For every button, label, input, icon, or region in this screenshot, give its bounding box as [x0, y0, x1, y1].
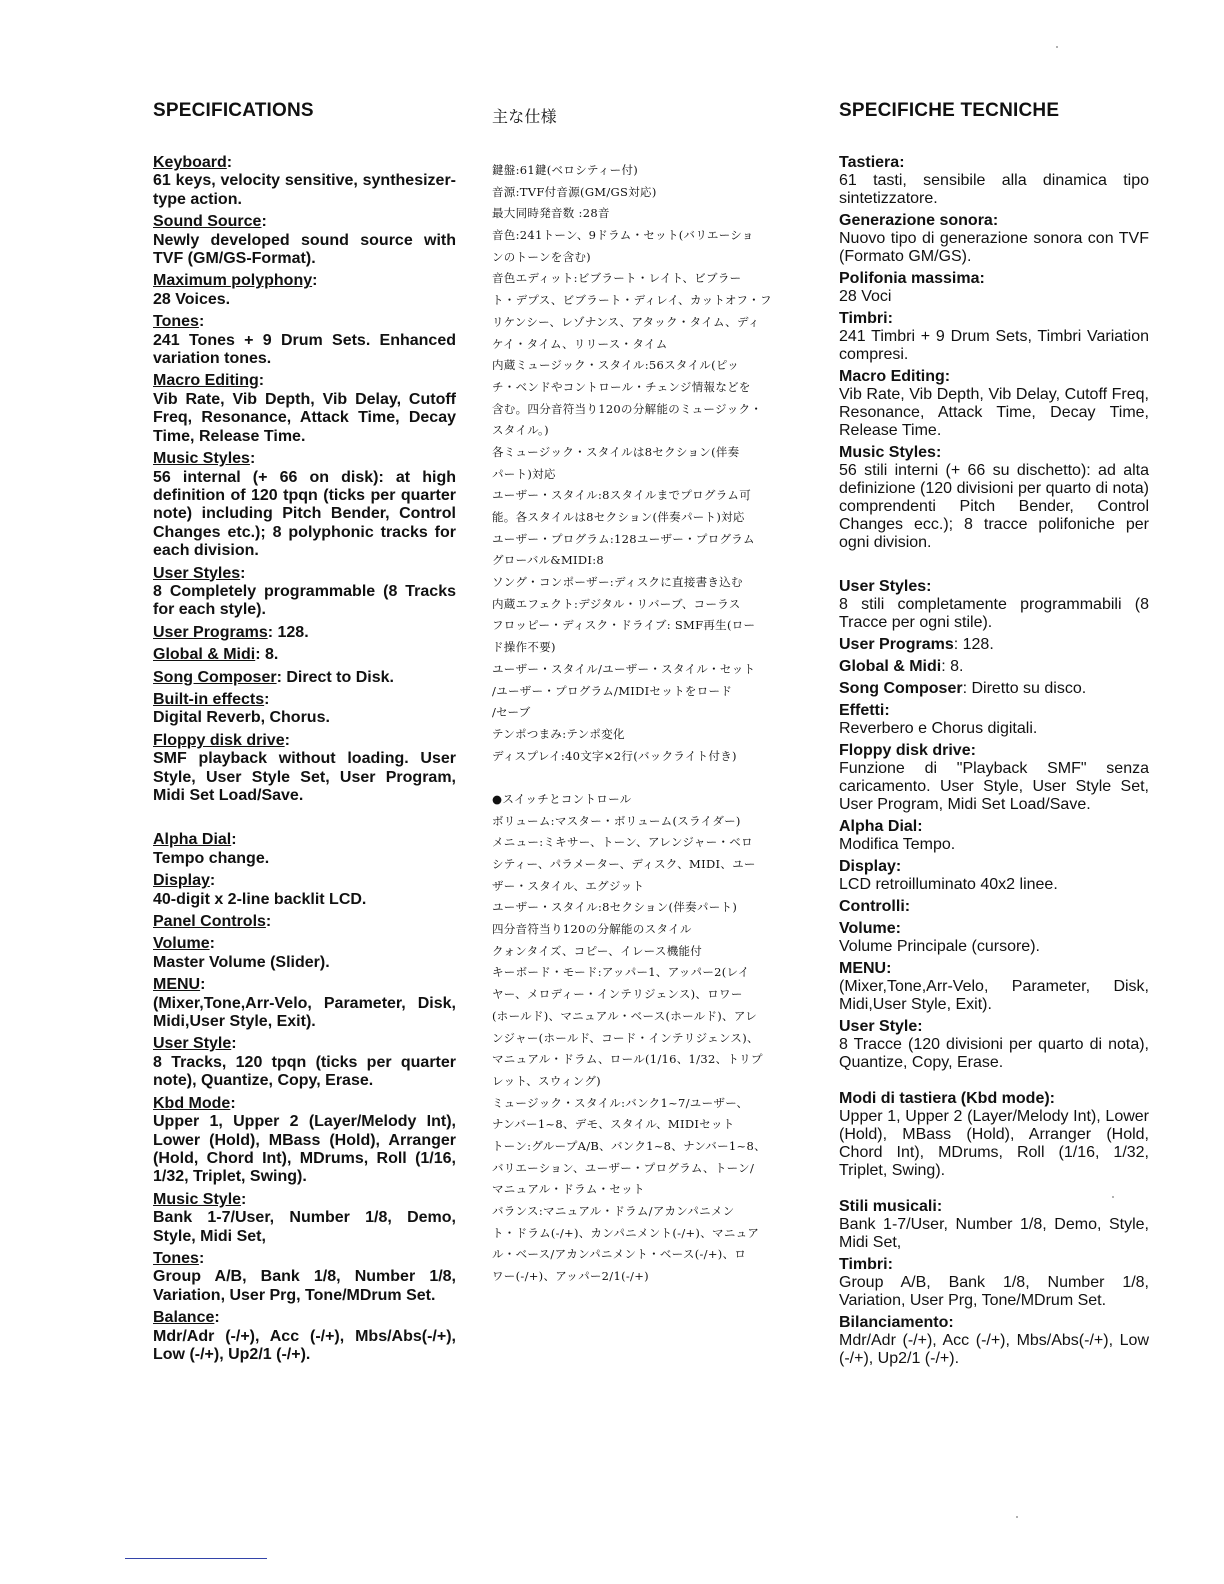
heading-colon: :	[992, 212, 999, 229]
spec-body: (Mixer,Tone,Arr-Velo, Parameter, Disk, Midi,User Style, Exit).	[839, 978, 1149, 1013]
italian-column	[839, 100, 1149, 1372]
italian-sections	[839, 154, 1149, 1368]
japanese-spec-line: ユーザー・プログラム:128ユーザー・プログラム	[492, 531, 755, 546]
heading-colon: :	[953, 636, 959, 653]
spec-heading: MENU	[839, 960, 887, 977]
spec-section-tones	[153, 313, 456, 368]
japanese-spec-line: /ユーザー・プログラム/MIDIセットをロード	[492, 683, 733, 698]
japanese-spec-line: /セーブ	[492, 705, 531, 720]
japanese-spec-line: 音色:241トーン、9ドラム・セット(バリエーショ	[492, 228, 754, 243]
spec-section-bilanciamento	[839, 1314, 1149, 1368]
scan-speck	[1112, 1196, 1114, 1198]
heading-colon: :	[258, 372, 265, 390]
japanese-column	[492, 100, 807, 1288]
spec-section-music-styles	[153, 450, 456, 560]
spec-body: Nuovo tipo di generazione sonora con TVF (Formato GM/GS).	[839, 230, 1149, 265]
spec-inline-line	[153, 646, 456, 664]
spec-section-user-styles	[153, 565, 456, 620]
japanese-spec-line: スタイル。)	[492, 423, 549, 438]
japanese-spec-line: メニュー:ミキサー、トーン、アレンジャー・ベロ	[492, 835, 753, 850]
japanese-spec-line: テンポつまみ:テンポ変化	[492, 726, 625, 741]
japanese-spec-line: リケンシー、レゾナンス、アタック・タイム、ディ	[492, 314, 760, 329]
spec-section-user-style	[153, 1035, 456, 1090]
spec-heading: Music Styles	[839, 444, 936, 461]
english-column	[153, 100, 456, 1368]
spec-value: 8.	[950, 658, 964, 675]
japanese-spec-line: ユーザー・スタイル:8スタイルまでプログラム可	[492, 488, 752, 503]
spec-heading: Kbd Mode	[153, 1094, 231, 1112]
spec-body: 8 Completely programmable (8 Tracks for each style).	[153, 582, 456, 619]
spec-heading: Polifonia massima	[839, 270, 980, 287]
heading-colon: :	[249, 450, 256, 468]
spec-section-polifonia-massima	[839, 270, 1149, 306]
spec-section-kbd-mode	[153, 1095, 456, 1187]
heading-colon: :	[979, 270, 985, 287]
spec-inline-line	[839, 636, 1149, 654]
spec-body: 28 Voci	[839, 288, 892, 305]
english-title: SPECIFICATIONS	[153, 100, 314, 121]
japanese-spec-line: 各ミュージック・スタイルは8セクション(伴奏	[492, 444, 740, 459]
spec-body: (Mixer,Tone,Arr-Velo, Parameter, Disk, Midi,User Style, Exit).	[153, 994, 456, 1031]
spec-heading: Music Style	[153, 1190, 242, 1208]
spec-value: 128.	[277, 623, 309, 641]
spec-heading: Bilanciamento	[839, 1314, 949, 1331]
spec-heading: Keyboard	[153, 154, 227, 171]
spec-section-user-programs	[839, 636, 1149, 654]
spec-heading: Tastiera	[839, 154, 900, 171]
spec-heading: Controlli	[839, 898, 905, 915]
japanese-spec-line: ミュージック・スタイル:バンク1~7/ユーザー、	[492, 1095, 749, 1110]
japanese-spec-line: シティー、パラメーター、ディスク、MIDI、ユー	[492, 857, 756, 871]
heading-colon: :	[941, 658, 946, 675]
spec-section-alpha-dial	[839, 818, 1149, 854]
heading-colon: :	[265, 913, 272, 931]
spec-body: Funzione di "Playback SMF" senza caricamento. User Style, User Style Set, User Program, Midi Set Load/Save.	[839, 760, 1149, 813]
spec-heading: User Styles	[153, 564, 241, 582]
heading-colon: :	[962, 680, 968, 697]
heading-colon: :	[895, 858, 902, 875]
heading-colon: :	[899, 154, 905, 171]
spec-heading: Macro Editing	[153, 372, 259, 390]
spec-body: Mdr/Adr (-/+), Acc (-/+), Mbs/Abs(-/+), Low (-/+), Up2/1 (-/+).	[839, 1332, 1149, 1367]
spec-heading: Alpha Dial	[839, 818, 918, 835]
heading-colon: :	[198, 313, 205, 331]
spec-heading-line	[153, 372, 456, 390]
scan-speck	[1016, 1516, 1018, 1518]
heading-colon: :	[917, 818, 923, 835]
spec-section-music-style	[153, 1191, 456, 1246]
spec-value: 128.	[962, 636, 994, 653]
spec-heading-line	[153, 831, 456, 849]
japanese-spec-line: ユーザー・スタイル:8セクション(伴奏パート)	[492, 900, 738, 915]
spec-heading-line	[153, 1095, 456, 1113]
heading-colon: :	[231, 1035, 237, 1053]
spec-heading: Display	[153, 872, 210, 890]
spec-body: 8 stili completamente programmabili (8 Tracce per ogni stile).	[839, 596, 1149, 631]
spec-heading: Modi di tastiera (Kbd mode)	[839, 1090, 1050, 1107]
spec-section-tastiera	[839, 154, 1149, 208]
spec-section-timbri	[839, 1256, 1149, 1310]
spec-section-modi-di-tastiera-kbd-mode	[839, 1090, 1149, 1180]
spec-body: Newly developed sound source with TVF (GM/GS-Format).	[153, 231, 456, 268]
japanese-spec-line: フロッピー・ディスク・ドライブ: SMF再生(ロー	[492, 618, 756, 633]
heading-colon: :	[284, 731, 290, 749]
heading-colon: :	[948, 1314, 954, 1331]
spec-heading: Floppy disk drive	[839, 742, 971, 759]
spec-inline-line	[839, 658, 1149, 676]
spec-heading: Tones	[153, 313, 199, 331]
spec-body: SMF playback without loading. User Style, User Style Set, User Program, Midi Set Load/Save.	[153, 750, 456, 804]
spec-section-song-composer	[839, 680, 1149, 698]
heading-colon: :	[944, 368, 951, 385]
spec-heading: Timbri	[839, 310, 888, 327]
spec-section-menu	[153, 976, 456, 1031]
spec-heading: Panel Controls	[153, 913, 266, 931]
spec-heading: Stili musicali	[839, 1198, 937, 1215]
spec-body: Reverbero e Chorus digitali.	[839, 720, 1038, 737]
spec-body: 241 Tones + 9 Drum Sets. Enhanced variation tones.	[153, 331, 456, 368]
spec-heading: Song Composer	[153, 668, 277, 686]
spec-heading: Timbri	[839, 1256, 888, 1273]
spec-heading: Volume	[839, 920, 896, 937]
heading-colon: :	[312, 272, 318, 290]
spec-heading-line	[153, 154, 456, 172]
heading-colon: :	[255, 646, 261, 664]
japanese-spec-line: マニュアル・ドラム・セット	[492, 1182, 645, 1197]
spec-heading-line	[839, 960, 1149, 978]
japanese-spec-line: 含む。四分音符当り120の分解能のミュージック・	[492, 401, 763, 416]
spec-heading-line	[839, 1018, 1149, 1036]
japanese-spec-line: 四分音符当り120の分解能のスタイル	[492, 922, 692, 937]
japanese-spec-line: マニュアル・ドラム、ロール(1/16、1/32、トリプ	[492, 1052, 763, 1067]
japanese-spec-line: クォンタイズ、コピー、イレース機能付	[492, 943, 703, 958]
spec-heading: Generazione sonora	[839, 212, 993, 229]
spec-body: 8 Tracce (120 divisioni per quarto di nota), Quantize, Copy, Erase.	[839, 1036, 1149, 1071]
spec-heading-line	[839, 1198, 1149, 1216]
spec-section-alpha-dial	[153, 831, 456, 868]
spec-heading-line	[839, 920, 1149, 938]
spec-heading-line	[839, 212, 1149, 230]
spec-heading-line	[153, 691, 456, 709]
spec-heading-line	[839, 154, 1149, 172]
japanese-spec-line: ケイ・タイム、リリース・タイム	[492, 336, 668, 351]
japanese-spec-line: トーン:グループA/B、バンク1~8、ナンバー1~8、	[492, 1138, 766, 1153]
spec-body: 61 keys, velocity sensitive, synthesizer-type action.	[153, 172, 456, 208]
spec-heading-line	[839, 1314, 1149, 1332]
japanese-spec-line: ナンバー1~8、デモ、スタイル、MIDIセット	[492, 1117, 735, 1132]
scan-speck	[1056, 46, 1058, 48]
spec-heading: User Programs	[153, 623, 268, 641]
spec-heading-line	[153, 313, 456, 331]
spec-heading: Global & Midi	[153, 646, 256, 664]
heading-colon: :	[240, 564, 246, 582]
spec-heading: Maximum polyphony	[153, 272, 313, 290]
spec-body: Group A/B, Bank 1/8, Number 1/8, Variation, User Prg, Tone/MDrum Set.	[839, 1274, 1149, 1309]
spec-section-panel-controls	[153, 913, 456, 931]
heading-colon: :	[261, 213, 267, 231]
spec-section-user-programs	[153, 624, 456, 642]
spec-body: Bank 1-7/User, Number 1/8, Demo, Style, Midi Set,	[153, 1209, 456, 1245]
japanese-spec-line: ザー・スタイル、エグジット	[492, 878, 645, 893]
heading-colon: :	[214, 1309, 220, 1327]
heading-colon: :	[200, 976, 206, 994]
spec-heading-line	[153, 1250, 456, 1268]
spec-heading: User Styles	[839, 578, 927, 595]
japanese-spec-line: ンジャー(ホールド、コード・インテリジェンス)、	[492, 1030, 759, 1045]
japanese-spec-line: ト・ドラム(-/+)、カンパニメント(-/+)、マニュア	[492, 1225, 760, 1240]
spec-heading-line	[839, 1090, 1149, 1108]
japanese-spec-line: ト・デプス、ビブラート・ディレイ、カットオフ・フ	[492, 293, 772, 308]
spec-heading: Built-in effects	[153, 690, 265, 708]
spec-section-keyboard	[153, 154, 456, 209]
spec-heading: User Programs	[839, 636, 954, 653]
spec-heading-line	[839, 818, 1149, 836]
spec-inline-line	[153, 624, 456, 642]
spec-heading-line	[839, 742, 1149, 760]
spec-section-tones	[153, 1250, 456, 1305]
spec-section-maximum-polyphony	[153, 272, 456, 309]
spec-heading-line	[153, 976, 456, 994]
spec-section-macro-editing	[839, 368, 1149, 440]
heading-colon: :	[209, 872, 216, 890]
heading-colon: :	[917, 1018, 923, 1035]
heading-colon: :	[241, 1190, 247, 1208]
spec-heading-line	[153, 935, 456, 953]
japanese-spec-lines	[492, 160, 807, 1288]
spec-section-volume	[839, 920, 1149, 956]
spec-section-effetti	[839, 702, 1149, 738]
heading-colon: :	[264, 690, 270, 708]
japanese-spec-line: ボリューム:マスター・ボリューム(スライダー)	[492, 813, 741, 828]
heading-colon: :	[904, 898, 911, 915]
spec-heading-line	[839, 898, 1149, 916]
heading-colon: :	[884, 702, 890, 719]
heading-colon: :	[936, 1198, 943, 1215]
spec-heading-line	[839, 368, 1149, 386]
heading-colon: :	[970, 742, 976, 759]
spec-heading: Effetti	[839, 702, 885, 719]
spec-section-balance	[153, 1309, 456, 1364]
heading-colon: :	[887, 310, 893, 327]
spec-heading: Macro Editing	[839, 368, 945, 385]
spec-heading-line	[153, 1309, 456, 1327]
japanese-spec-line: 内蔵ミュージック・スタイル:56スタイル(ピッ	[492, 358, 740, 373]
heading-colon: :	[1049, 1090, 1055, 1107]
japanese-spec-line: キーボード・モード:アッパー1、アッパー2(レイ	[492, 965, 750, 980]
spec-section-song-composer	[153, 669, 456, 687]
japanese-spec-line: ド操作不要)	[492, 640, 556, 655]
spec-body: Volume Principale (cursore).	[839, 938, 1040, 955]
heading-colon: :	[935, 444, 942, 461]
spec-body: 56 internal (+ 66 on disk): at high definition of 120 tpqn (ticks per quarter note) including Pitch Bender, Control Changes etc.); 8 polyphonic tracks for each division.	[153, 468, 456, 560]
spec-body: Vib Rate, Vib Depth, Vib Delay, Cutoff Freq, Resonance, Attack Time, Decay Time, Release Time.	[839, 386, 1149, 439]
spec-section-global-midi	[839, 658, 1149, 676]
japanese-spec-line: (ホールド)、マニュアル・ベース(ホールド)、アレ	[492, 1008, 757, 1023]
japanese-spec-line: 音源:TVF付音源(GM/GS対応)	[492, 184, 657, 199]
spec-heading-line	[153, 272, 456, 290]
spec-section-display	[153, 872, 456, 909]
spec-body: Digital Reverb, Chorus.	[153, 709, 330, 727]
spec-heading: Display	[839, 858, 896, 875]
japanese-spec-line: ディスプレイ:40文字×2行(バックライト付き)	[492, 748, 737, 763]
spec-heading-line	[839, 444, 1149, 462]
spec-heading-line	[839, 1256, 1149, 1274]
spec-heading-line	[839, 702, 1149, 720]
spec-heading-line	[153, 872, 456, 890]
japanese-spec-line: ヤー、メロディー・インテリジェンス)、ロワー	[492, 987, 743, 1002]
spec-heading: Volume	[153, 935, 210, 953]
spec-section-volume	[153, 935, 456, 972]
japanese-spec-line: グローバル&MIDI:8	[492, 553, 605, 568]
spec-section-display	[839, 858, 1149, 894]
spec-heading: Alpha Dial	[153, 831, 232, 849]
spec-heading: Music Styles	[153, 450, 250, 468]
heading-colon: :	[267, 623, 274, 641]
heading-colon: :	[895, 920, 901, 937]
japanese-spec-line	[492, 767, 807, 789]
heading-colon: :	[887, 1256, 893, 1273]
spec-body: Upper 1, Upper 2 (Layer/Melody Int), Lower (Hold), MBass (Hold), Arranger (Hold, Chord Int), MDrums, Roll (1/16, 1/32, Triplet, Swing).	[153, 1113, 456, 1186]
spec-heading-line	[153, 565, 456, 583]
japanese-spec-line: バランス:マニュアル・ドラム/アカンパニメン	[492, 1204, 735, 1218]
japanese-spec-line: バリエーション、ユーザー・プログラム、トーン/	[492, 1160, 755, 1175]
japanese-spec-line: パート)対応	[492, 466, 556, 481]
spec-inline-line	[839, 680, 1149, 698]
heading-colon: :	[198, 1249, 205, 1267]
spec-heading: Song Composer	[839, 680, 963, 697]
spec-value: Diretto su disco.	[971, 680, 1087, 697]
spec-heading: Tones	[153, 1249, 199, 1267]
spec-section-music-styles	[839, 444, 1149, 552]
spec-body: Master Volume (Slider).	[153, 953, 330, 971]
heading-colon: :	[209, 935, 215, 953]
spec-section-menu	[839, 960, 1149, 1014]
spec-body: LCD retroilluminato 40x2 linee.	[839, 876, 1058, 893]
spec-body: 28 Voices.	[153, 290, 231, 308]
japanese-title: 主な仕様	[492, 109, 557, 126]
spec-section-generazione-sonora	[839, 212, 1149, 266]
spec-heading: Sound Source	[153, 213, 262, 231]
spec-inline-line	[153, 669, 456, 687]
japanese-spec-line: ●スイッチとコントロール	[492, 791, 632, 806]
spec-heading: Floppy disk drive	[153, 731, 285, 749]
spec-body: Upper 1, Upper 2 (Layer/Melody Int), Lower (Hold), MBass (Hold), Arranger (Hold, Chord Int), MDrums, Roll (1/16, 1/32, Triplet, Swing).	[839, 1108, 1149, 1179]
spec-body: Bank 1-7/User, Number 1/8, Demo, Style, Midi Set,	[839, 1216, 1149, 1251]
spec-heading: MENU	[153, 976, 201, 994]
spec-heading-line	[839, 270, 1149, 288]
japanese-spec-line: ンのトーンを含む)	[492, 249, 591, 264]
japanese-spec-line: 音色エディット:ビブラート・レイト、ビブラー	[492, 271, 742, 286]
japanese-spec-line: 最大同時発音数 :28音	[492, 206, 610, 221]
spec-heading-line	[153, 1035, 456, 1053]
heading-colon: :	[230, 1094, 236, 1112]
spec-heading-line	[153, 913, 456, 931]
spec-heading-line	[153, 450, 456, 468]
spec-section-timbri	[839, 310, 1149, 364]
english-sections	[153, 154, 456, 1364]
spec-body: Mdr/Adr (-/+), Acc (-/+), Mbs/Abs(-/+), Low (-/+), Up2/1 (-/+).	[153, 1327, 456, 1363]
spec-section-global-midi	[153, 646, 456, 664]
bottom-rule-divider	[125, 1558, 267, 1559]
spec-heading: Balance	[153, 1309, 215, 1327]
spec-section-floppy-disk-drive	[153, 732, 456, 806]
spec-body: Vib Rate, Vib Depth, Vib Delay, Cutoff Freq, Resonance, Attack Time, Decay Time, Release Time.	[153, 390, 456, 445]
spec-section-controlli	[839, 898, 1149, 916]
spec-section-user-styles	[839, 578, 1149, 632]
spec-heading-line	[839, 578, 1149, 596]
japanese-spec-line: 能。各スタイルは8セクション(伴奏パート)対応	[492, 510, 745, 524]
spec-value: 8.	[265, 646, 279, 664]
japanese-spec-line: レット、スウィング)	[492, 1073, 601, 1088]
spec-heading-line	[153, 732, 456, 750]
japanese-spec-line: ソング・コンポーザー:ディスクに直接書き込む	[492, 575, 743, 590]
spec-heading: Global & Midi	[839, 658, 942, 675]
spec-body: 56 stili interni (+ 66 su dischetto): ad alta definizione (120 divisioni per quarto di nota) comprendenti Pitch Bender, Control Changes ecc.); 8 tracce polifoniche per ogni division.	[839, 462, 1149, 551]
spec-value: Direct to Disk.	[286, 668, 394, 686]
japanese-spec-line: 鍵盤:61鍵(ベロシティー付)	[492, 163, 639, 177]
spec-section-macro-editing	[153, 372, 456, 446]
heading-colon: :	[226, 154, 233, 171]
spec-body: 40-digit x 2-line backlit LCD.	[153, 890, 367, 908]
italian-title: SPECIFICHE TECNICHE	[839, 100, 1060, 121]
spec-heading-line	[153, 1191, 456, 1209]
spec-heading-line	[153, 213, 456, 231]
spec-heading: User Style	[839, 1018, 918, 1035]
spec-body: Modifica Tempo.	[839, 836, 956, 853]
japanese-spec-line: ユーザー・スタイル/ユーザー・スタイル・セット	[492, 661, 756, 676]
heading-colon: :	[231, 831, 237, 849]
heading-colon: :	[886, 960, 892, 977]
spec-body: 8 Tracks, 120 tpqn (ticks per quarter note), Quantize, Copy, Erase.	[153, 1053, 456, 1090]
spec-body: 241 Timbri + 9 Drum Sets, Timbri Variation compresi.	[839, 328, 1149, 363]
spec-section-sound-source	[153, 213, 456, 268]
spec-section-user-style	[839, 1018, 1149, 1072]
spec-body: 61 tasti, sensibile alla dinamica tipo sintetizzatore.	[839, 172, 1149, 207]
spec-heading-line	[839, 310, 1149, 328]
japanese-spec-line: チ・ベンドやコントロール・チェンジ情報などを	[492, 379, 751, 394]
spec-section-built-in-effects	[153, 691, 456, 728]
spec-body: Group A/B, Bank 1/8, Number 1/8, Variation, User Prg, Tone/MDrum Set.	[153, 1268, 456, 1304]
spec-heading: User Style	[153, 1035, 232, 1053]
japanese-spec-line: ワー(-/+)、アッパー2/1(-/+)	[492, 1269, 649, 1284]
japanese-spec-line: ル・ベース/アカンパニメント・ベース(-/+)、ロ	[492, 1247, 747, 1262]
spec-section-floppy-disk-drive	[839, 742, 1149, 814]
japanese-spec-line: 内蔵エフェクト:デジタル・リバーブ、コーラス	[492, 596, 741, 611]
heading-colon: :	[276, 668, 282, 686]
heading-colon: :	[926, 578, 932, 595]
spec-heading-line	[839, 858, 1149, 876]
spec-section-stili-musicali	[839, 1198, 1149, 1252]
spec-body: Tempo change.	[153, 849, 270, 867]
